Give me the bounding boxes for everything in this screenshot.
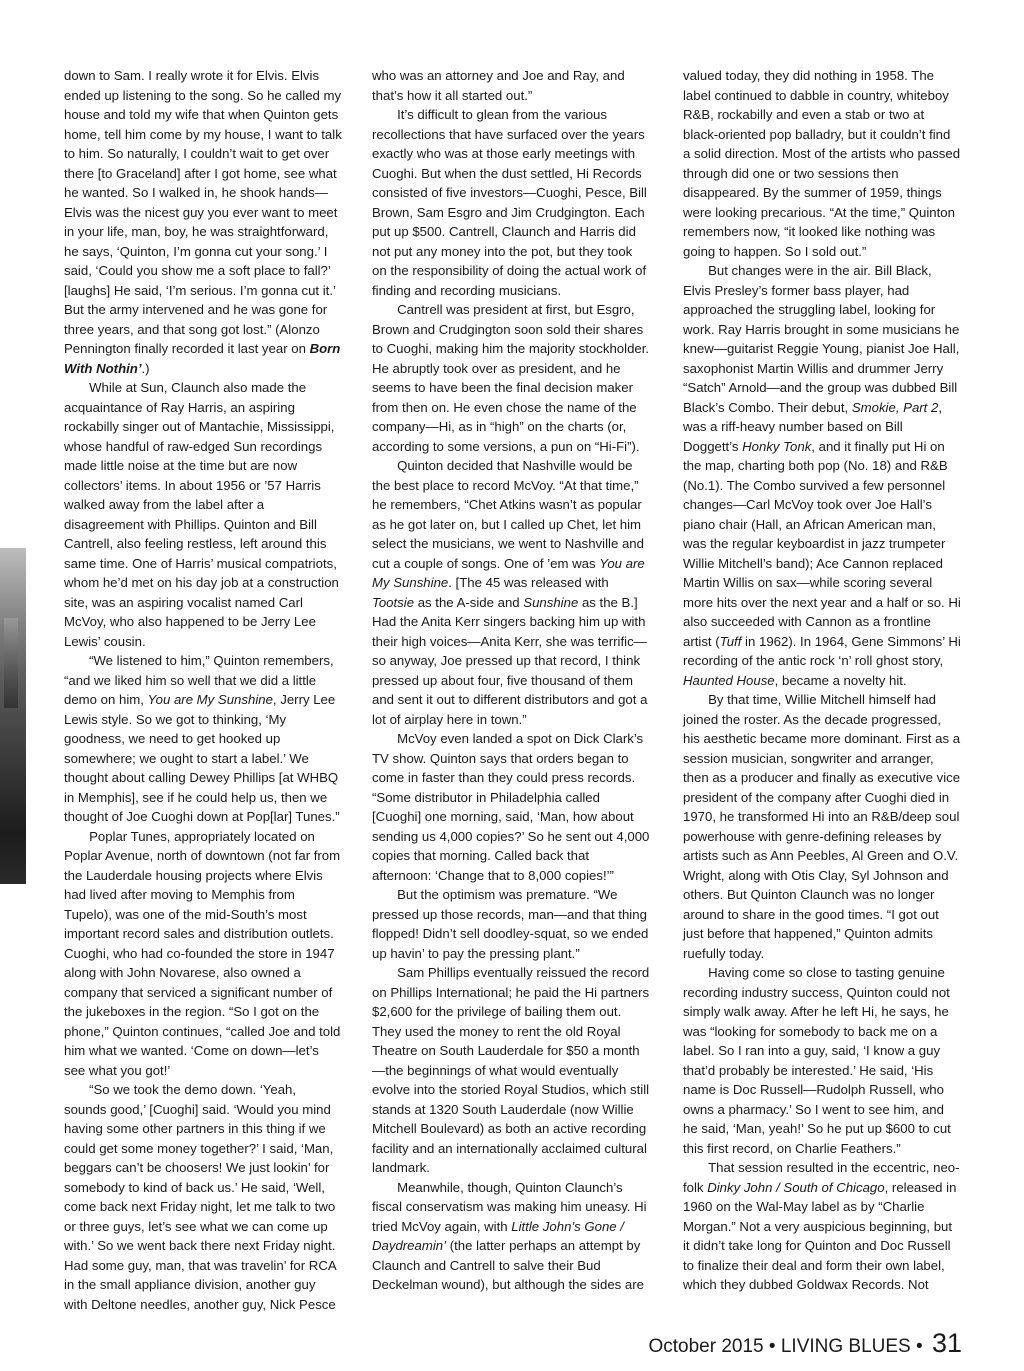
text-run: Poplar Tunes, appropriately located on Poplar Avenue, north of downtown (not far from the Lauderdale housing projects where Elvis had lived after moving to Memphis from Tupelo), was one of the mid-South’s most important record sales and distribution outlets. Cuoghi, who had co-founded the store in 1947 along with John Novarese, also owned a company that serviced a significant number of the jukeboxes in the region. “So I got on the phone,” Quinton continues, “called Joe and told him what we wanted. ‘Come on down—let’s see what you got!’	[64, 828, 341, 1078]
article-paragraph	[372, 66, 650, 105]
article-paragraph	[372, 300, 650, 456]
article-paragraph	[64, 827, 342, 1081]
page-number: 31	[931, 1328, 962, 1358]
italic-title: Tuff	[719, 633, 742, 649]
italic-title: Haunted House	[683, 672, 775, 688]
article-paragraph	[64, 66, 342, 378]
article-paragraph	[683, 963, 961, 1158]
italic-title: Sunshine	[523, 594, 579, 610]
text-run: Quinton decided that Nashville would be the best place to record McVoy. “At that time,” he remembers, “Chet Atkins wasn’t as popular as he got later on, but I called up Chet, let him select the musicians, we went to Nashville and cut a couple of songs. One of ’em was	[372, 458, 644, 571]
article-paragraph	[64, 1080, 342, 1314]
italic-title: You are My Sunshine	[147, 692, 273, 707]
article-paragraph	[372, 456, 650, 729]
italic-title: Smokie, Part 2	[851, 399, 939, 415]
article-paragraph	[372, 105, 650, 300]
italic-title: You are My Sunshine	[372, 555, 645, 590]
italic-title: Little John’s Gone / Daydreamin’	[372, 1218, 624, 1253]
text-run: By that time, Willie Mitchell himself had joined the roster. As the decade progressed, his aesthetic became more dominant. First as a session musician, songwriter and arranger, then as a producer and finally as executive vice president of the company after Cuoghi died in 1970, he transformed Hi into an R&B/deep soul powerhouse with genre-defining releases by artists such as Ann Peebles, Al Green and O.V. Wright, along with Otis Clay, Syl Johnson and others. But Quinton Claunch was no longer around to share in the good times. “I got out just before that happened,” Quinton admits ruefully today.	[683, 692, 961, 961]
text-run: valued today, they did nothing in 1958. The label continued to dabble in country, whiteboy R&B, rockabilly and even a stab or two at black-oriented pop balladry, but it couldn’t find a solid direction. Most of the artists who passed through did one or two sessions then disappeared. By the summer of 1959, things were looking precarious. “At the time,” Quinton remembers now, “it looked like nothing was going to happen. So I sold out.”	[683, 68, 961, 259]
article-paragraph	[683, 261, 961, 690]
article-paragraph	[372, 729, 650, 885]
article-paragraph	[64, 378, 342, 651]
text-run: Cantrell was president at first, but Esgro, Brown and Crudgington soon sold their shares to Cuoghi, making him the majority stockholder. He abruptly took over as president, and he seems to have been the final decision maker from then on. He even chose the name of the company—Hi, as in “high” on the charts (or, according to some versions, a pun on “Hi-Fi”).	[372, 302, 650, 454]
bold-italic-title: Born With Nothin’	[64, 341, 341, 376]
text-run: , became a novelty hit.	[774, 672, 907, 688]
text-run: . [The 45 was released with	[448, 575, 609, 590]
article-paragraph	[372, 885, 650, 963]
page-footer	[648, 1328, 962, 1359]
text-run: , Jerry Lee Lewis style. So we got to thinking, ‘My goodness, we need to get hooked up somewhere; we ought to start a label.’ We thought about calling Dewey Phillips [at WHBQ in Memphis], see if he could help us, then we thought of Joe Cuoghi down at Pop[lar] Tunes.”	[64, 692, 340, 824]
text-run: But the optimism was premature. “We pressed up those records, man—and that thing flopped! Didn’t sell doodley-squat, so we ended up havin’ to pay the pressing plant.”	[372, 887, 649, 961]
text-run: , and it finally put Hi on the map, charting both pop (No. 18) and R&B (No.1). The Combo survived a few personnel changes—Carl McVoy took over Joe Hall’s piano chair (Hall, an African American man, was the regular keyboardist in jazz trumpeter Willie Mitchell’s band); Ace Cannon replaced Martin Willis on sax—while scoring several more hits over the next year and a half or so. Hi also succeeded with Cannon as a frontline artist (	[683, 438, 961, 649]
footer-bullet: •	[768, 1336, 776, 1357]
article-column-3	[683, 66, 961, 1295]
text-run: While at Sun, Claunch also made the acquaintance of Ray Harris, an aspiring rockabilly singer out of Mantachie, Mississippi, whose handful of raw-edged Sun recordings made little noise at the time but are now collectors’ items. In about 1956 or ’57 Harris walked away from the label after a disagreement with Phillips. Quinton and Bill Cantrell, also feeling restless, left around this same time. One of Harris’ musical compatriots, whom he’d met on his day job at a construction site, was an aspiring vocalist named Carl McVoy, who also happened to be Jerry Lee Lewis’ cousin.	[64, 380, 339, 649]
article-paragraph	[64, 651, 342, 827]
article-paragraph	[683, 690, 961, 963]
text-run: It’s difficult to glean from the various recollections that have surfaced over the years exactly who was at those early meetings with Cuoghi. But when the dust settled, Hi Records consisted of five investors—Cuoghi, Pesce, Bill Brown, Sam Esgro and Jim Crudgington. Each put up $500. Cantrell, Claunch and Harris did not put any money into the pot, but they took on the responsibility of doing the actual work of finding and recording musicians.	[372, 107, 647, 298]
footer-magazine: LIVING BLUES	[780, 1336, 911, 1357]
text-run: as the A-side and	[414, 594, 524, 610]
text-run: as the B.] Had the Anita Kerr singers backing him up with their high voices—Anita Kerr, she was terrific—so anyway, Joe pressed up that record, I think pressed up about four, five thousand of them and sent it out to different distributors and got a lot of airplay here in town.”	[372, 594, 648, 727]
italic-title: Tootsie	[372, 594, 415, 610]
text-run: McVoy even landed a spot on Dick Clark’s TV show. Quinton says that orders began to come in faster than they could press records. “Some distributor in Philadelphia called [Cuoghi] one morning, said, ‘Man, how about sending us 4,000 copies?’ So he sent out 4,000 copies that morning. Called back that afternoon: ‘Change that to 8,000 copies!’”	[372, 731, 650, 883]
text-run: down to Sam. I really wrote it for Elvis. Elvis ended up listening to the song. So he called my house and told my wife that when Quinton gets home, tell him come by my house, I want to talk to him. So naturally, I couldn’t wait to get over there [to Graceland] after I got home, see what he wanted. So I walked in, he shook hands—Elvis was the nicest guy you ever want to meet in your life, man, boy, he was straightforward, he says, ‘Quinton, I’m gonna cut your song.’ I said, ‘Could you show me a soft place to fall?’ [laughs] He said, ‘I’m serious. I’m gonna cut it.’ But the army intervened and he was gone for three years, and that song got lost.” (Alonzo Pennington finally recorded it last year on	[64, 68, 342, 356]
footer-bullet: •	[916, 1336, 923, 1357]
article-column-1	[64, 66, 342, 1314]
text-run: Meanwhile, though, Quinton Claunch’s fiscal conservatism was making him uneasy. Hi tried McVoy again, with	[372, 1179, 647, 1234]
text-run: Having come so close to tasting genuine recording industry success, Quinton could not simply walk away. After he left Hi, he says, he was “looking for somebody to back me on a label. So I ran into a guy, said, ‘I know a guy that’d probably be interested.’ He said, ‘His name is Doc Russell—Rudolph Russell, who owns a pharmacy.’ So I went to see him, and he said, ‘Man, yeah!’ So he put up $600 to cut this first record, on Charlie Feathers.”	[683, 965, 951, 1156]
footer-date: October 2015	[648, 1336, 764, 1357]
text-run: .)	[141, 360, 150, 376]
article-paragraph	[683, 66, 961, 261]
photo-edge	[0, 548, 26, 884]
text-run: , was a riff-heavy number based on Bill Doggett’s	[683, 399, 943, 454]
article-paragraph	[683, 1158, 961, 1295]
text-run: , released in 1960 on the Wal-May label as by “Charlie Morgan.” Not a very auspicious beginning, but it didn’t take long for Quinton and Doc Russell to finalize their deal and form their own label, which they dubbed Goldwax Records. Not	[683, 1179, 957, 1292]
text-run: “We listened to him,” Quinton remembers, “and we liked him so well that we did a little demo on him,	[64, 653, 334, 707]
text-run: who was an attorney and Joe and Ray, and that’s how it all started out.”	[372, 68, 625, 103]
text-run: Sam Phillips eventually reissued the record on Phillips International; he paid the Hi partners $2,600 for the privilege of bailing them out. They used the money to rent the old Royal Theatre on South Lauderdale for $50 a month—the beginnings of what would eventually evolve into the storied Royal Studios, which still stands at 1320 South Lauderdale (now Willie Mitchell Boulevard) as both an active recording facility and an internationally acclaimed cultural landmark.	[372, 965, 650, 1175]
text-run: in 1962). In 1964, Gene Simmons’ Hi recording of the antic rock ‘n’ roll ghost story,	[683, 633, 961, 668]
text-run: That session resulted in the eccentric, neo-folk	[683, 1160, 960, 1195]
italic-title: Honky Tonk	[742, 438, 812, 454]
article-paragraph	[372, 1178, 650, 1295]
article-column-2	[372, 66, 650, 1295]
article-paragraph	[372, 963, 650, 1178]
text-run: But changes were in the air. Bill Black, Elvis Presley’s former bass player, had approached the struggling label, looking for work. Ray Harris brought in some musicians he knew—guitarist Reggie Young, pianist Joe Hall, saxophonist Martin Willis and drummer Jerry “Satch” Arnold—and the group was dubbed Bill Black’s Combo. Their debut,	[683, 263, 960, 415]
text-run: (the latter perhaps an attempt by Claunch and Cantrell to salve their Bud Deckelman wound), but although the sides are	[372, 1238, 644, 1292]
text-run: “So we took the demo down. ‘Yeah, sounds good,’ [Cuoghi] said. ‘Would you mind having some other partners in this thing if we could get some money together?’ I said, ‘Man, beggars can’t be choosers! We just lookin’ for somebody to kind of back us.’ He said, ‘Well, come back next Friday night, let me talk to two or three guys, let’s see what we can come up with.’ So we went back there next Friday night. Had some guy, man, that was travelin’ for RCA in the small appliance division, another guy with Deltone needles, another guy, Nick Pesce	[64, 1082, 336, 1312]
italic-title: Dinky John / South of Chicago	[707, 1179, 885, 1195]
